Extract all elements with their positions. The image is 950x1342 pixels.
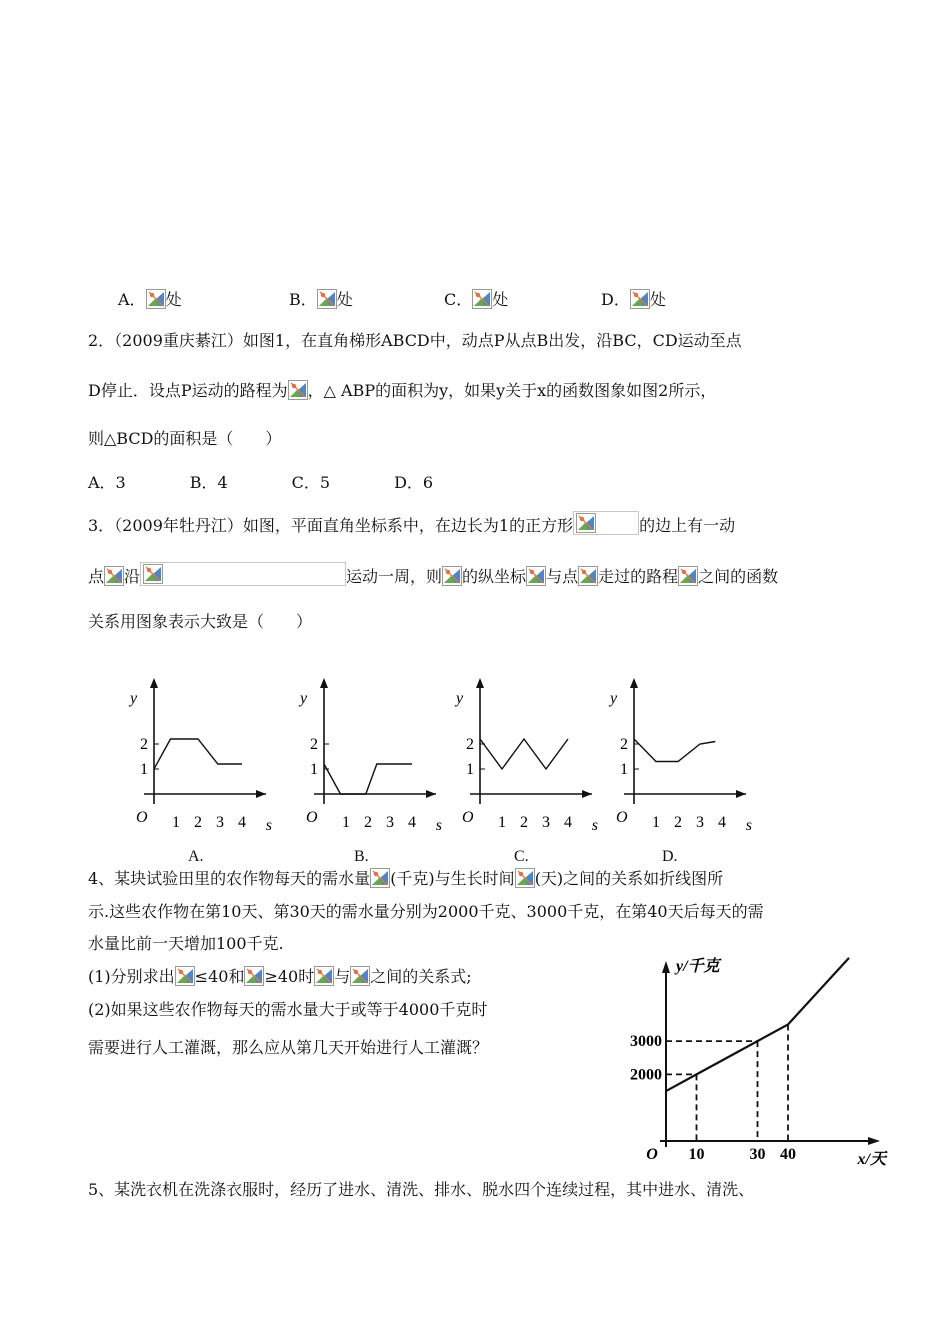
graph-curve (634, 739, 715, 762)
broken-image-icon (104, 566, 124, 586)
q3-graph-a (126, 670, 276, 840)
y-axis-label: y (300, 690, 308, 707)
q4-line2: 示.这些农作物在第10天、第30天的需水量分别为2000千克、3000千克，在第40天后每天的需 (88, 902, 764, 921)
x-axis-arrow (256, 790, 266, 798)
q2-line2: D停止．设点P运动的路程为 ，△ ABP的面积为y，如果y关于x的函数图象如图2所示， (88, 381, 717, 400)
broken-image-icon (288, 380, 308, 400)
x-tick-label: 30 (749, 1146, 766, 1163)
broken-image-icon (576, 513, 596, 533)
x-tick-label: 4 (238, 814, 246, 831)
x-axis-arrow (868, 1137, 880, 1145)
q1-option-c: C． 处 (444, 290, 509, 309)
q3-line2: 点 沿 运动一周，则 的纵坐标 与点 走过的路程 之间的函数 (88, 562, 778, 587)
x-tick-label: 3 (216, 814, 224, 831)
y-axis-label: y (610, 690, 618, 707)
y-axis-label: y/千克 (676, 958, 720, 975)
x-tick-label: 4 (718, 814, 726, 831)
q5-line1: 5、某洗衣机在洗涤衣服时，经历了进水、清洗、排水、脱水四个连续过程，其中进水、清洗、 (88, 1180, 755, 1199)
x-tick-label: 4 (564, 814, 572, 831)
x-tick-label: 3 (386, 814, 394, 831)
y-axis-arrow (662, 961, 670, 973)
y-tick-label: 1 (620, 761, 628, 778)
q3-graph-c (452, 670, 602, 840)
x-axis-label: s (265, 817, 272, 834)
x-tick-label: 1 (498, 814, 506, 831)
x-axis-label: s (745, 817, 752, 834)
x-tick-label: 40 (780, 1146, 796, 1163)
image-placeholder-box (573, 511, 639, 535)
graph-curve (324, 764, 412, 794)
y-tick-label: 2 (466, 736, 474, 753)
origin-label: O (136, 809, 148, 826)
y-axis-label: y (456, 690, 464, 707)
graph-curve (480, 739, 568, 769)
x-axis-label: x/天 (857, 1151, 886, 1168)
x-axis-label: s (435, 817, 442, 834)
q1-option-d: D． 处 (601, 290, 666, 309)
y-axis-arrow (150, 678, 158, 688)
broken-image-icon (578, 566, 598, 586)
x-tick-label: 4 (408, 814, 416, 831)
q4-line3: 水量比前一天增加100千克. (88, 934, 284, 953)
y-tick-label: 2 (140, 736, 148, 753)
x-tick-label: 3 (696, 814, 704, 831)
y-tick-label: 2 (310, 736, 318, 753)
q3-graph-svg-b (296, 670, 446, 840)
broken-image-icon (143, 564, 163, 584)
q2-line3: 则△BCD的面积是（ ） (88, 429, 282, 448)
q2-options: A．3 B．4 C．5 D．6 (88, 473, 434, 492)
broken-image-icon (175, 966, 195, 986)
x-axis-arrow (582, 790, 592, 798)
x-tick-label: 2 (520, 814, 528, 831)
broken-image-icon (526, 566, 546, 586)
x-tick-label: 1 (652, 814, 660, 831)
y-axis-arrow (320, 678, 328, 688)
q3-graph-d (606, 670, 756, 840)
broken-image-icon (370, 868, 390, 888)
x-tick-label: 1 (342, 814, 350, 831)
q4-line4: (1)分别求出 ≤40和 ≥40时 与 之间的关系式; (88, 967, 472, 986)
broken-image-icon (472, 289, 492, 309)
broken-image-icon (317, 289, 337, 309)
series-line (666, 958, 849, 1091)
q3-line3: 关系用图象表示大致是（ ） (88, 612, 313, 631)
broken-image-icon (515, 868, 535, 888)
q3-graph-svg-d (606, 670, 756, 840)
y-tick-label: 2 (620, 736, 628, 753)
broken-image-icon (314, 966, 334, 986)
y-tick-label: 2000 (630, 1066, 662, 1084)
origin-label: O (646, 1146, 658, 1163)
x-axis-arrow (426, 790, 436, 798)
y-axis-label: y (130, 690, 138, 707)
y-tick-label: 1 (140, 761, 148, 778)
q4-line5: (2)如果这些农作物每天的需水量大于或等于4000千克时 (88, 1000, 488, 1019)
origin-label: O (462, 809, 474, 826)
q3-graph-svg-a (126, 670, 276, 840)
q3-caption-d: D. (662, 848, 678, 865)
x-axis-arrow (736, 790, 746, 798)
x-axis-label: s (591, 817, 598, 834)
q2-line1: 2．（2009重庆綦江）如图1，在直角梯形ABCD中，动点P从点B出发，沿BC，CD运动至点 (88, 331, 742, 350)
q3-caption-b: B. (354, 848, 369, 865)
q1-option-b: B． 处 (289, 290, 353, 309)
image-placeholder-box (140, 562, 346, 586)
x-tick-label: 2 (194, 814, 202, 831)
y-tick-label: 1 (310, 761, 318, 778)
x-tick-label: 2 (674, 814, 682, 831)
broken-image-icon (146, 289, 166, 309)
broken-image-icon (244, 966, 264, 986)
x-tick-label: 2 (364, 814, 372, 831)
y-axis-arrow (630, 678, 638, 688)
q3-graph-b (296, 670, 446, 840)
x-tick-label: 10 (688, 1146, 705, 1163)
y-axis-arrow (476, 678, 484, 688)
q4-line1: 4、某块试验田里的农作物每天的需水量 (千克)与生长时间 (天)之间的关系如折线图所 (88, 869, 724, 888)
q4-line6: 需要进行人工灌溉，那么应从第几天开始进行人工灌溉？ (88, 1038, 489, 1057)
x-tick-label: 1 (172, 814, 180, 831)
q3-line1: 3．（2009年牡丹江）如图，平面直角坐标系中，在边长为1的正方形 的边上有一动 (88, 511, 735, 536)
q3-caption-a: A. (188, 848, 204, 865)
q3-graph-svg-c (452, 670, 602, 840)
broken-image-icon (630, 289, 650, 309)
broken-image-icon (678, 566, 698, 586)
broken-image-icon (442, 566, 462, 586)
graph-curve (154, 739, 242, 769)
y-tick-label: 1 (466, 761, 474, 778)
origin-label: O (306, 809, 318, 826)
q4-line-chart (628, 955, 888, 1170)
q3-caption-c: C. (514, 848, 529, 865)
origin-label: O (616, 809, 628, 826)
broken-image-icon (350, 966, 370, 986)
y-tick-label: 3000 (630, 1033, 662, 1051)
q1-option-a: A． 处 (118, 290, 182, 309)
x-tick-label: 3 (542, 814, 550, 831)
